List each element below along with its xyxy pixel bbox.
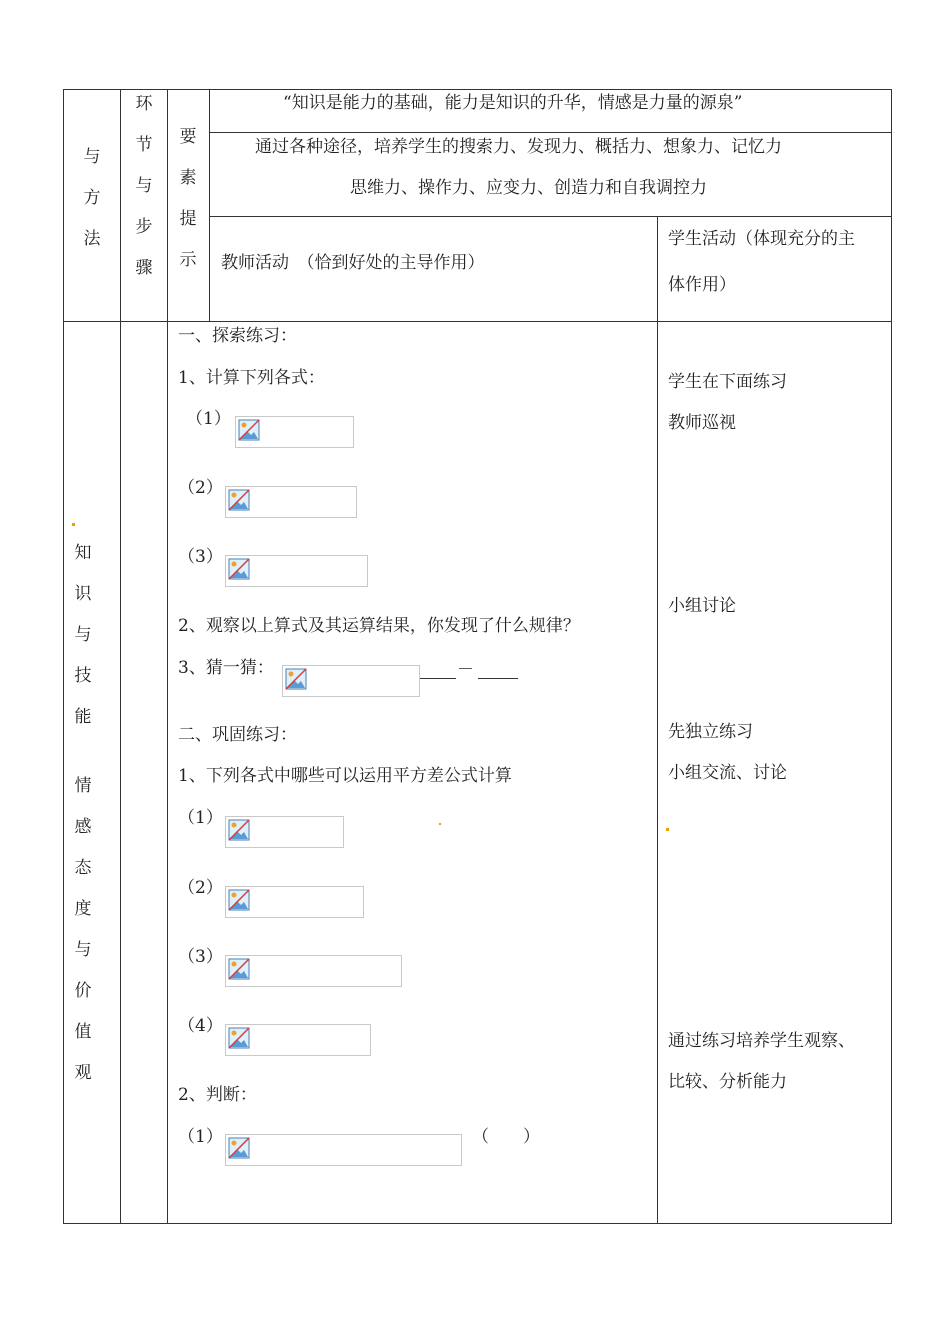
p2q1-item-label-4: （4） (178, 1016, 223, 1036)
part2-question-2: 2、判断： (178, 1085, 257, 1105)
marker-dot (666, 828, 669, 831)
minus-sign: － (457, 660, 474, 680)
broken-image-icon (285, 668, 307, 690)
broken-image-icon (228, 1027, 250, 1049)
broken-image-icon (228, 489, 250, 511)
student-note-4: 先独立练习 (668, 722, 753, 742)
formula-image (282, 665, 420, 697)
student-activity-header-2: 体作用） (668, 275, 736, 295)
answer-blank-2[interactable] (478, 678, 518, 679)
table-border-bottom (63, 1223, 892, 1224)
q1-item-label-2: （2） (178, 478, 223, 498)
student-note-3: 小组讨论 (668, 596, 736, 616)
table-border-top (63, 89, 892, 90)
header-row-bottom (63, 321, 892, 322)
section-label: 知 识 与 技 能 情 感 态 度 与 价 值 观 (74, 543, 92, 1083)
broken-image-icon (228, 958, 250, 980)
q1-item-label-1: （1） (186, 409, 231, 429)
table-border-right (891, 89, 892, 1224)
formula-image (225, 486, 357, 518)
p2q1-item-label-2: （2） (178, 878, 223, 898)
abilities-line-2: 思维力、操作力、应变力、创造力和自我调控力 (350, 178, 707, 198)
q1-item-label-3: （3） (178, 547, 223, 567)
method-header: 与 方 法 (83, 147, 101, 249)
p2q1-item-label-1: （1） (178, 808, 223, 828)
marker-dot (72, 523, 75, 526)
abilities-row-divider (209, 216, 892, 217)
col-divider-3 (209, 89, 210, 322)
quote-row-divider (209, 132, 892, 133)
formula-image (225, 1024, 371, 1056)
broken-image-icon (228, 889, 250, 911)
answer-blank-1[interactable] (420, 678, 456, 679)
formula-image (225, 955, 402, 987)
formula-image (225, 555, 368, 587)
abilities-line-1: 通过各种途径，培养学生的搜索力、发现力、概括力、想象力、记忆力 (255, 137, 782, 157)
formula-image (235, 416, 354, 448)
student-note-5: 小组交流、讨论 (668, 763, 787, 783)
broken-image-icon (228, 1137, 250, 1159)
marker-dot (439, 823, 441, 825)
quote-text: “知识是能力的基础，能力是知识的升华，情感是力量的源泉” (283, 93, 743, 113)
elements-header: 要 素 提 示 (179, 127, 197, 270)
question-1: 1、计算下列各式： (178, 368, 325, 388)
question-3: 3、猜一猜： (178, 658, 274, 678)
formula-image (225, 1134, 462, 1166)
table-border-left (63, 89, 64, 1224)
student-activity-header-1: 学生活动（体现充分的主 (668, 229, 855, 249)
col-divider-4 (657, 216, 658, 1224)
p2q2-item-label-1: （1） (178, 1127, 223, 1147)
col-divider-2 (167, 89, 168, 1224)
col-divider-1 (120, 89, 121, 1224)
formula-image (225, 886, 364, 918)
student-note-2: 教师巡视 (668, 413, 736, 433)
student-note-1: 学生在下面练习 (668, 372, 787, 392)
formula-image (225, 816, 344, 848)
broken-image-icon (228, 819, 250, 841)
steps-header: 环 节 与 步 骤 (135, 94, 153, 278)
part1-title: 一、探索练习： (178, 326, 297, 346)
judgment-answer-paren[interactable]: （ ） (472, 1127, 540, 1147)
teacher-activity-header: 教师活动 （恰到好处的主导作用） (221, 253, 485, 273)
broken-image-icon (228, 558, 250, 580)
part2-title: 二、巩固练习： (178, 725, 297, 745)
p2q1-item-label-3: （3） (178, 947, 223, 967)
student-note-6: 通过练习培养学生观察、 (668, 1031, 855, 1051)
broken-image-icon (238, 419, 260, 441)
student-note-7: 比较、分析能力 (668, 1072, 787, 1092)
part2-question-1: 1、下列各式中哪些可以运用平方差公式计算 (178, 766, 512, 786)
question-2: 2、观察以上算式及其运算结果，你发现了什么规律？ (178, 616, 580, 636)
